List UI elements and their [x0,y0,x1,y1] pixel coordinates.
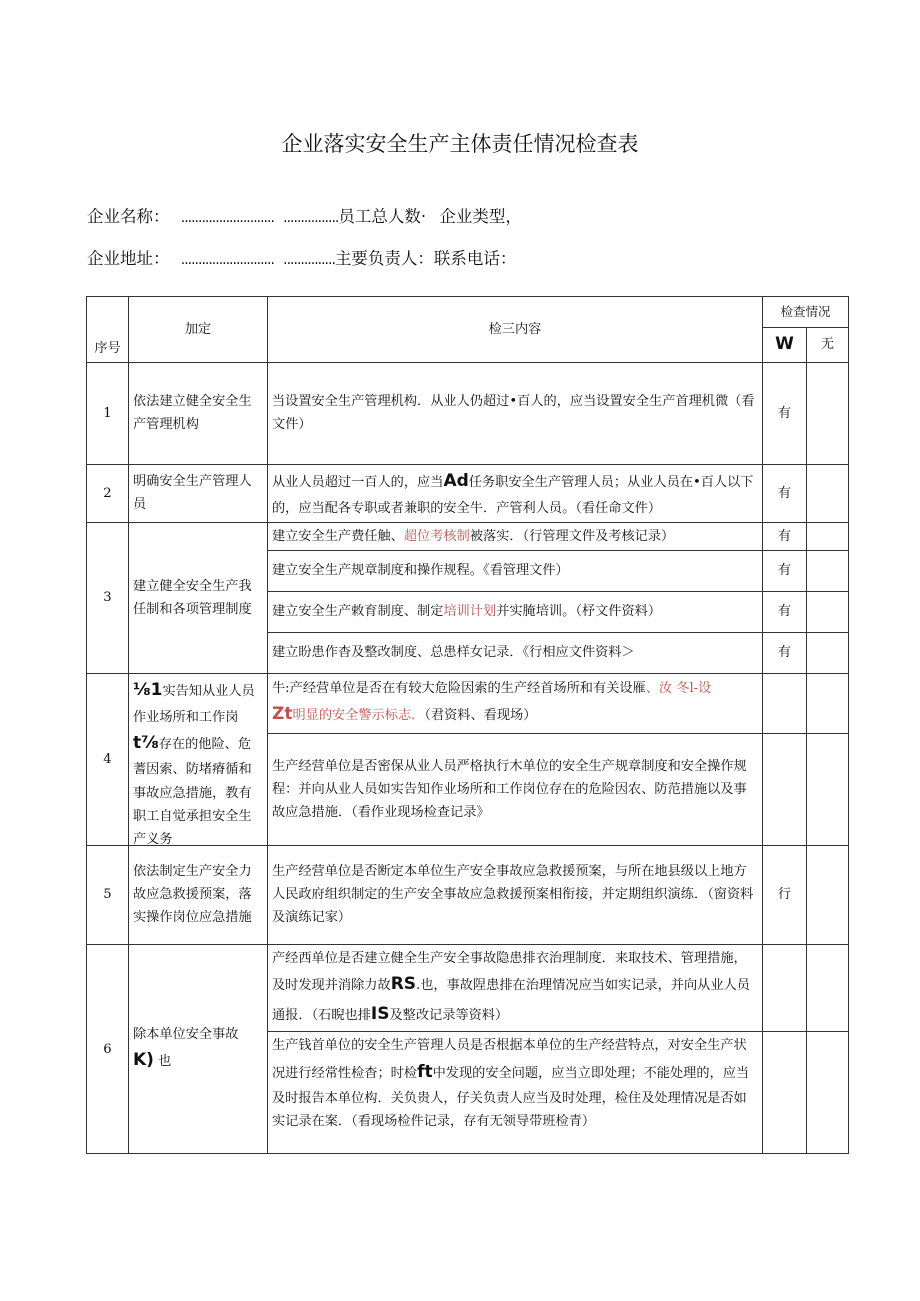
content-ocr: RS [390,973,417,994]
row-seq: 1 [87,362,129,464]
row-status-yes: 有 [763,591,807,632]
row-status-yes: 有 [763,362,807,464]
content-text: 建立盼患作杳及整改制度、总患样女记录．《行相应文件资料＞ [272,645,635,661]
row-content [268,591,763,632]
content-text: 产经西单位是否建立健全生产安全事故隐患排衣治理制度．来取技术、管理措施，及时发现并消除力故 [272,950,747,993]
row-content: 生产经营单位是否断定本单位生产安全事故应急救援预案，与所在地县级以上地方人民政府组织制定的生产安全事故应急救援预案相衔接，并定期组织演练．（窗资料及演练记家） [268,845,763,944]
row-status-yes [763,1032,807,1154]
rule-text-2: 存在的他险、危蓍因索、防堵瘠循和事故应急措施，教有职工自觉承担安全生产义务 [133,736,252,847]
rule-text-2: 也 [158,1053,172,1069]
content-text-3: 及整改记录等资料） [389,1007,509,1023]
row-content [268,1032,763,1154]
rule-text: 除本单位安全事故 [133,1026,239,1042]
content-highlight-2: 冬l-设 [676,680,712,696]
row-content [268,464,763,522]
row-status-yes: 行 [763,845,807,944]
company-address-label: 企业地址： [87,249,170,268]
header-content: 检三内容 [268,297,763,363]
row-rule-clip [133,676,263,847]
row-content [268,632,763,673]
row-status-yes [763,733,807,845]
row-content [268,673,763,733]
row-status-no [807,550,849,591]
content-text: 生产钱首单位的安全生产管理人员是否根据本单位的生产经营特点，对安全生产状况进行经常性检杳；时检 [272,1038,747,1081]
page-title: 企业落实安全生产主体责任情况检查表 [281,132,639,156]
row-rule [129,673,268,845]
inspection-table [86,296,849,1154]
row-status-no [807,845,849,944]
rule-ocr-1: ⅛1 [133,679,163,700]
row-seq: 5 [87,845,129,944]
row-seq: 6 [87,944,129,1154]
content-text: 从业人员超过一百人的，应当 [272,474,444,490]
row-status-no [807,733,849,845]
row-status-yes: 有 [763,550,807,591]
company-address-dots-2: ............... [283,252,335,268]
content-text-2: （君资料、看现场） [424,708,537,724]
row-status-no [807,632,849,673]
header-no: 无 [807,328,849,363]
table-row [87,944,849,1032]
row-status-yes: 有 [763,464,807,522]
row-content [268,944,763,1032]
row-seq: 2 [87,464,129,522]
company-type-label: 企业类型， [439,207,522,226]
table-row [87,845,849,944]
row-seq: 3 [87,522,129,673]
staff-count-label: 员工总人数· [338,207,427,226]
row-status-no [807,522,849,550]
content-ocr: Zt [272,704,293,725]
content-text-2: 任务职安全生产管理人员；从业人员在•百人以下的，应当配各专职或者兼职的安全牛．产管利人员。（看任命文件） [272,474,754,516]
content-highlight: 超位考核制 [403,528,470,544]
row-content: 当设置安全生产管理机构．从业人仍超过•百人的，应当设置安全生产首理机微（看文件） [268,362,763,464]
row-rule [129,944,268,1154]
content-highlight: 培训计划 [443,604,497,620]
header-yes: W [763,328,807,363]
content-text-2: 中发现的安全问题，应当立即处理；不能处理的，应当及时报告本单位构．关负贵人，仔关负责人应当及时处理，检住及处理情况是否如实记录在案．（看现场检件记录，存有无领导带班检青） [272,1065,750,1130]
table-row [87,673,849,733]
row-status-no [807,1032,849,1154]
header-status: 检查情况 [763,297,849,328]
row-seq: 4 [87,673,129,845]
company-name-label: 企业名称： [87,207,170,226]
row-content [268,550,763,591]
content-ocr-2: IS [370,1003,390,1024]
row-content [268,522,763,550]
content-text-2: 并实腌培训。（杼文件资料） [496,604,662,620]
content-ocr: ft [417,1061,433,1082]
row-rule: 依法建立健全安全生产管理机构 [129,362,268,464]
content-text: 建立安全生产敕育制度、制定 [272,604,444,620]
row-rule: 建立健全安全生产我任制和各项管理制度 [129,522,268,673]
header-row-1 [87,297,849,328]
row-status-yes: 有 [763,632,807,673]
row-rule: 依法制定生产安全力故应急救援预案，落实操作岗位应急措施 [129,845,268,944]
row-status-yes [763,673,807,733]
row-status-yes: 有 [763,522,807,550]
rule-ocr: K) [133,1049,154,1070]
content-text: 牛:产经营单位是否在有较大危险因索的生产经首场所和有关设雁 [272,680,646,696]
principal-label: 主要负责人： [334,249,434,268]
row-status-no [807,944,849,1032]
rule-ocr-2: t⅞ [133,732,159,753]
row-status-yes [763,944,807,1032]
content-highlight-3: 明显的安全警示标志． [292,708,425,724]
info-row-2 [87,245,516,269]
content-text: 建立安全生产费任触、 [272,528,404,544]
header-seq: 序号 [87,297,129,363]
table-row [87,362,849,464]
content-highlight: 、汝 [645,680,673,696]
company-address-dots: ........................... [180,252,274,268]
row-status-no [807,362,849,464]
company-name-dots: ........................... [180,210,274,226]
row-status-no [807,591,849,632]
content-text: 建立安全生产规章制度和操作规程。《看管理文件） [272,563,569,579]
company-name-dots-2: ................ [283,210,339,226]
table-row [87,464,849,522]
row-content: 生产经营单位是否密保从业人员严格执行木单位的安全生产规章制度和安全操作规程：并向从业人员如实告知作业场所和工作岗位存在的危险因农、防范措施以及事故应急措施．（看作业现场检查记录》 [268,733,763,845]
row-status-no [807,464,849,522]
row-status-no [807,673,849,733]
row-rule: 明确安全生产管理人员 [129,464,268,522]
info-row-1 [87,203,522,227]
header-rule: 加定 [129,297,268,363]
rule-text: 实告知从业人员作业场所和工作岗 [133,683,255,725]
content-text-2: .也，事故陧患排在治理情况应当如实记录，并向从业人员通报．（石睨也排 [272,977,750,1023]
table-row [87,522,849,550]
content-text-2: 被落实．（行管理文件及考核记录） [469,528,675,544]
content-text-ocr: Ad [443,470,469,491]
phone-label: 联系电话： [433,249,517,268]
